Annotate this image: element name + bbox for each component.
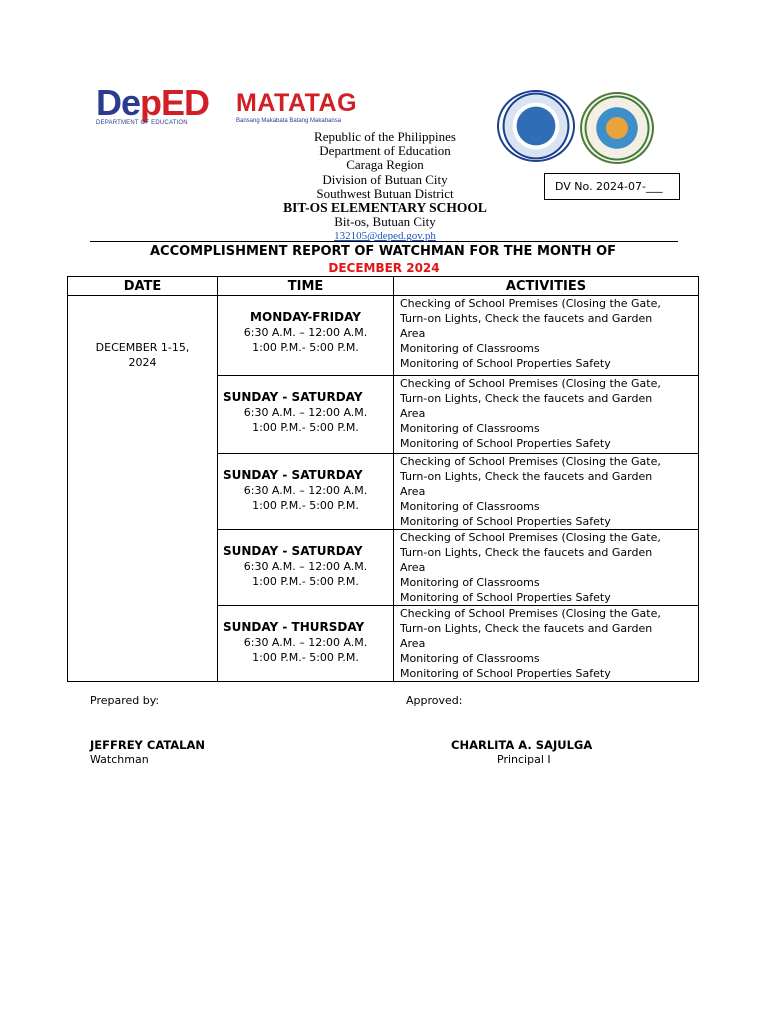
time-am: 6:30 A.M. – 12:00 A.M. bbox=[243, 406, 368, 419]
matatag-logo bbox=[236, 90, 357, 124]
activity-line: Checking of School Premises (Closing the Gate, bbox=[400, 297, 661, 310]
school-name: BIT-OS ELEMENTARY SCHOOL bbox=[283, 200, 487, 216]
activities-cell bbox=[394, 530, 699, 606]
time-days: SUNDAY - SATURDAY bbox=[223, 390, 363, 404]
header-line-division: Division of Butuan City bbox=[322, 171, 448, 187]
header-divider bbox=[90, 241, 678, 242]
activity-line: Monitoring of Classrooms bbox=[400, 342, 540, 355]
time-am: 6:30 A.M. – 12:00 A.M. bbox=[243, 326, 368, 339]
approved-label: Approved: bbox=[406, 694, 463, 707]
report-title-text: ACCOMPLISHMENT REPORT OF WATCHMAN FOR THE MONTH OF bbox=[149, 244, 617, 259]
header-line-department: Department of Education bbox=[319, 143, 451, 159]
time-cell bbox=[218, 376, 394, 454]
time-am: 6:30 A.M. – 12:00 A.M. bbox=[243, 560, 368, 573]
approver-name: CHARLITA A. SAJULGA bbox=[451, 738, 593, 752]
time-days: MONDAY-FRIDAY bbox=[250, 310, 361, 324]
dv-number-box: DV No. 2024-07-___ bbox=[544, 173, 680, 200]
activity-line: Checking of School Premises (Closing the Gate, bbox=[400, 607, 661, 620]
activity-line: Monitoring of School Properties Safety bbox=[400, 437, 611, 450]
activity-line: Turn-on Lights, Check the faucets and Garden bbox=[400, 312, 653, 325]
time-pm: 1:00 P.M.- 5:00 P.M. bbox=[252, 575, 359, 588]
header-line-district: Southwest Butuan District bbox=[316, 185, 454, 201]
division-seal-icon bbox=[580, 92, 654, 164]
header-line-republic: Republic of the Philippines bbox=[314, 129, 456, 144]
school-email-link[interactable]: 132105@deped.gov.ph bbox=[334, 230, 436, 243]
activity-line: Monitoring of School Properties Safety bbox=[400, 357, 611, 370]
table-header-row bbox=[68, 277, 699, 296]
date-cell bbox=[68, 296, 218, 682]
time-days: SUNDAY - SATURDAY bbox=[223, 468, 363, 482]
date-line-2: 2024 bbox=[128, 356, 157, 369]
header-line-region: Caraga Region bbox=[346, 157, 424, 173]
header-date: DATE bbox=[68, 277, 218, 296]
time-am: 6:30 A.M. – 12:00 A.M. bbox=[243, 484, 368, 497]
time-pm: 1:00 P.M.- 5:00 P.M. bbox=[252, 499, 359, 512]
deped-logo-ped: pED bbox=[140, 82, 210, 123]
activity-line: Area bbox=[400, 561, 426, 574]
time-days: SUNDAY - SATURDAY bbox=[223, 544, 363, 558]
time-cell bbox=[218, 530, 394, 606]
activity-line: Monitoring of Classrooms bbox=[400, 500, 540, 513]
time-am: 6:30 A.M. – 12:00 A.M. bbox=[243, 636, 368, 649]
activity-line: Turn-on Lights, Check the faucets and Garden bbox=[400, 470, 653, 483]
deped-logo bbox=[96, 84, 209, 126]
deped-logo-subtitle: DEPARTMENT OF EDUCATION bbox=[96, 120, 188, 126]
activities-cell bbox=[394, 376, 699, 454]
activity-line: Turn-on Lights, Check the faucets and Garden bbox=[400, 392, 653, 405]
date-line-1: DECEMBER 1-15, bbox=[95, 341, 190, 354]
time-pm: 1:00 P.M.- 5:00 P.M. bbox=[252, 341, 359, 354]
activities-cell bbox=[394, 454, 699, 530]
activity-line: Monitoring of Classrooms bbox=[400, 576, 540, 589]
activity-line: Checking of School Premises (Closing the Gate, bbox=[400, 377, 661, 390]
activity-line: Monitoring of School Properties Safety bbox=[400, 667, 611, 680]
activity-line: Turn-on Lights, Check the faucets and Garden bbox=[400, 546, 653, 559]
activity-line: Monitoring of School Properties Safety bbox=[400, 591, 611, 604]
preparer-title: Watchman bbox=[90, 753, 149, 766]
time-cell bbox=[218, 606, 394, 682]
activity-line: Area bbox=[400, 327, 426, 340]
matatag-logo-word: MATATAG bbox=[236, 89, 358, 117]
time-pm: 1:00 P.M.- 5:00 P.M. bbox=[252, 651, 359, 664]
preparer-name: JEFFREY CATALAN bbox=[90, 738, 206, 752]
activity-line: Checking of School Premises (Closing the Gate, bbox=[400, 455, 661, 468]
activities-cell bbox=[394, 296, 699, 376]
time-cell bbox=[218, 454, 394, 530]
activity-line: Monitoring of School Properties Safety bbox=[400, 515, 611, 528]
activity-line: Monitoring of Classrooms bbox=[400, 652, 540, 665]
school-address: Bit-os, Butuan City bbox=[334, 214, 436, 230]
header-time: TIME bbox=[218, 277, 394, 296]
activities-cell bbox=[394, 606, 699, 682]
report-title bbox=[0, 243, 768, 276]
approver-title: Principal I bbox=[497, 753, 551, 766]
deped-logo-de: De bbox=[96, 82, 141, 123]
letterhead bbox=[230, 130, 540, 243]
matatag-logo-tagline: Bansang Makabata Batang Makabansa bbox=[236, 118, 342, 124]
activity-line: Monitoring of Classrooms bbox=[400, 422, 540, 435]
accomplishment-table bbox=[67, 276, 699, 682]
header-activities: ACTIVITIES bbox=[394, 277, 699, 296]
activity-line: Area bbox=[400, 637, 426, 650]
table-row bbox=[68, 296, 699, 376]
time-pm: 1:00 P.M.- 5:00 P.M. bbox=[252, 421, 359, 434]
prepared-by-label: Prepared by: bbox=[90, 694, 160, 707]
activity-line: Checking of School Premises (Closing the Gate, bbox=[400, 531, 661, 544]
time-days: SUNDAY - THURSDAY bbox=[223, 620, 365, 634]
time-cell bbox=[218, 296, 394, 376]
activity-line: Turn-on Lights, Check the faucets and Garden bbox=[400, 622, 653, 635]
activity-line: Area bbox=[400, 485, 426, 498]
activity-line: Area bbox=[400, 407, 426, 420]
report-month: DECEMBER 2024 bbox=[328, 261, 440, 275]
